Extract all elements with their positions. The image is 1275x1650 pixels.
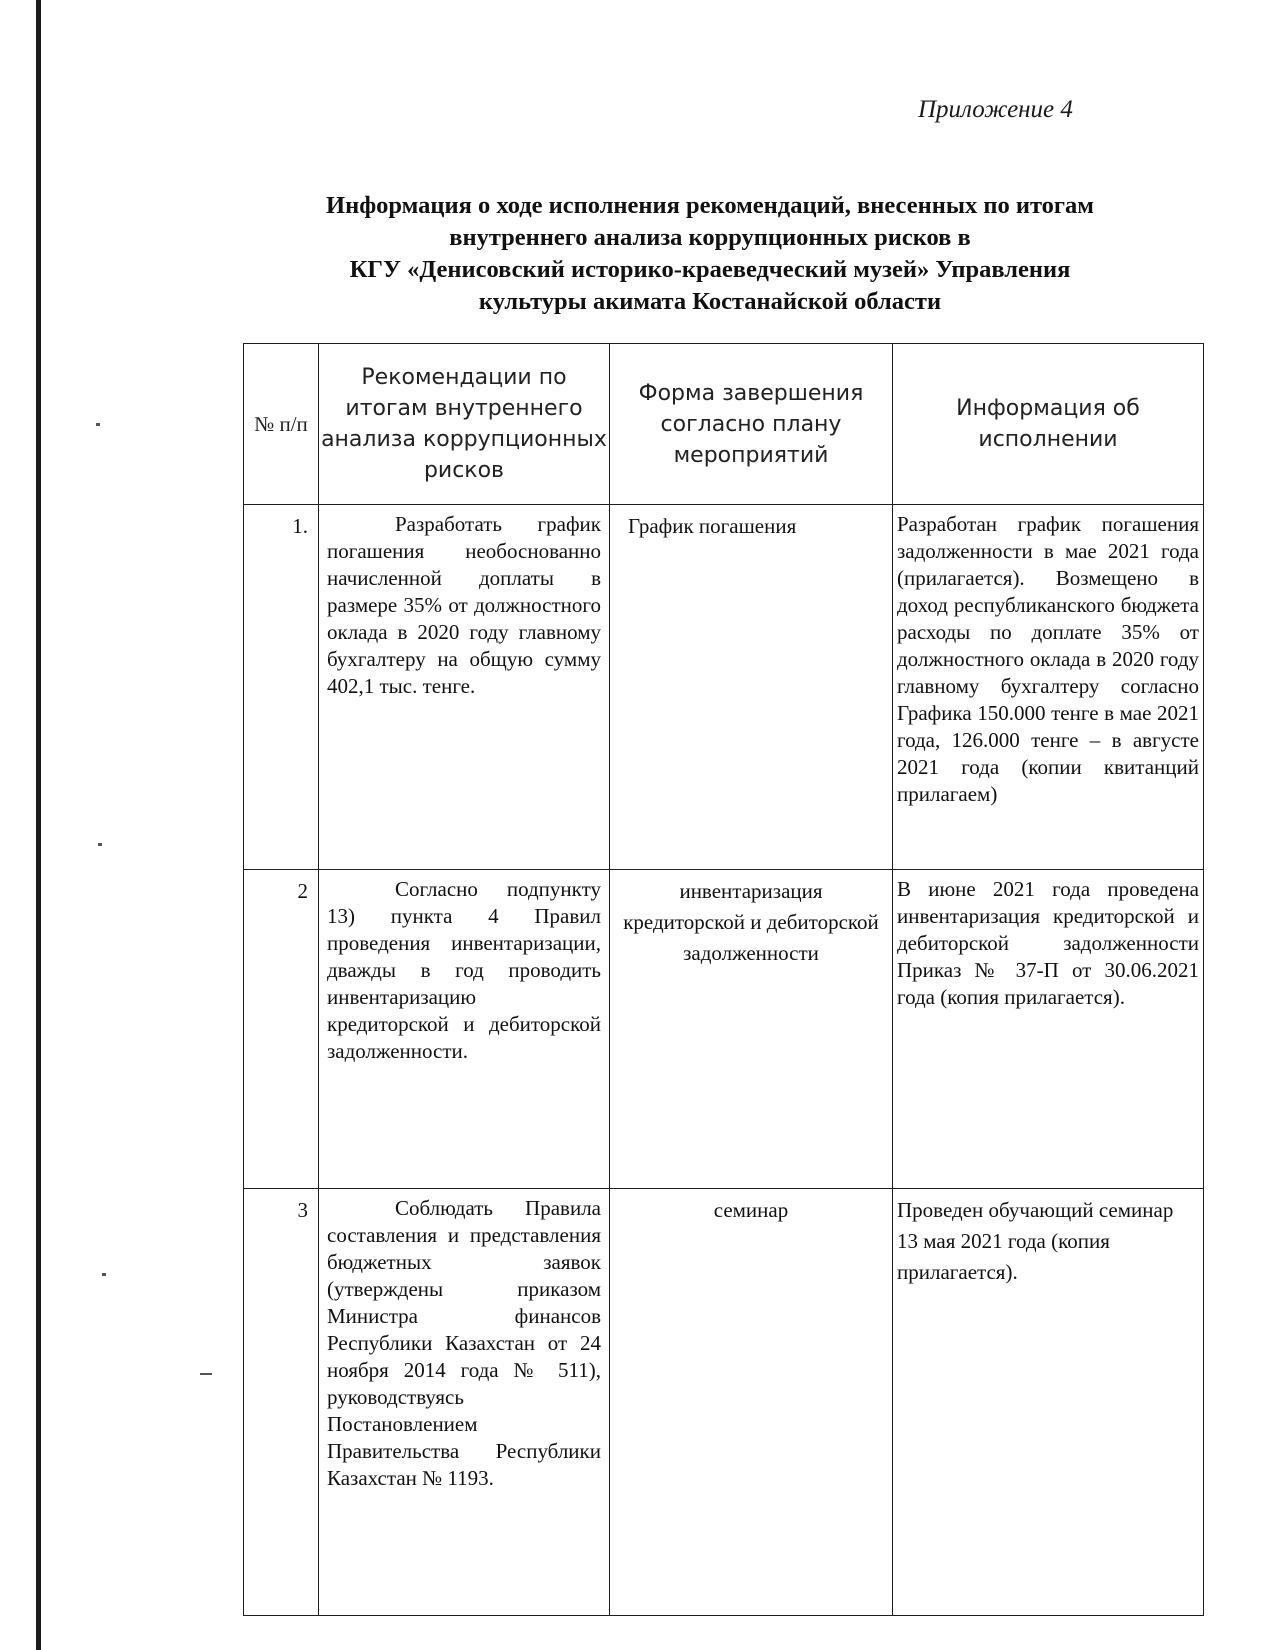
recommendation-cell — [319, 505, 610, 870]
execution-info-cell: В июне 2021 года проведена инвентаризация кредиторской и дебиторской задолженности Приказ № 37-П от 30.06.2021 года (копия прилагается). — [893, 870, 1204, 1189]
header-num: № п/п — [244, 344, 319, 505]
row-number: 1. — [244, 505, 319, 870]
completion-form-cell: инвентаризация кредиторской и дебиторской задолженности — [610, 870, 893, 1189]
recommendation-text: Разработать график погашения необоснованно начисленной доплаты в размере 35% от должностного оклада в 2020 году главному бухгалтеру на общую сумму 402,1 тыс. тенге. — [327, 512, 601, 698]
header-completion-form: Форма завершения согласно плану мероприятий — [610, 344, 893, 505]
table-row — [244, 505, 1204, 870]
table-header-row — [244, 344, 1204, 505]
row-number: 3 — [244, 1189, 319, 1616]
scan-speck — [98, 843, 102, 846]
recommendation-cell — [319, 870, 610, 1189]
title-line: КГУ «Денисовский историко-краеведческий музей» Управления — [349, 256, 1071, 283]
recommendation-cell — [319, 1189, 610, 1616]
table-row — [244, 1189, 1204, 1616]
execution-info-cell: Проведен обучающий семинар 13 мая 2021 года (копия прилагается). — [893, 1189, 1204, 1616]
row-number: 2 — [244, 870, 319, 1189]
completion-form-cell: семинар — [610, 1189, 893, 1616]
completion-form-cell: График погашения — [610, 505, 893, 870]
scan-edge-line — [36, 0, 41, 1650]
title-line: Информация о ходе исполнения рекомендаций, внесенных по итогам — [326, 192, 1094, 219]
execution-info-cell: Разработан график погашения задолженности в мае 2021 года (прилагается). Возмещено в доход республиканского бюджета расходы по доплате 35% от должностного оклада в 2020 году главному бухгалтеру согласно Графика 150.000 тенге в мае 2021 года, 126.000 тенге – в августе 2021 года (копии квитанций прилагаем) — [893, 505, 1204, 870]
document-title — [260, 190, 1160, 318]
header-recommendation: Рекомендации по итогам внутреннего анализа коррупционных рисков — [319, 344, 610, 505]
title-line: внутреннего анализа коррупционных рисков в — [449, 224, 971, 251]
scan-speck — [200, 1373, 212, 1375]
table-row — [244, 870, 1204, 1189]
header-execution-info: Информация об исполнении — [893, 344, 1204, 505]
recommendations-table — [243, 343, 1204, 1616]
scan-speck — [96, 423, 100, 426]
appendix-label: Приложение 4 — [918, 96, 1073, 123]
scan-speck — [102, 1273, 106, 1276]
recommendation-text: Соблюдать Правила составления и представления бюджетных заявок (утверждены приказом Министра финансов Республики Казахстан от 24 ноября 2014 года № 511), руководствуясь Постановлением Правительства Республики Казахстан № 1193. — [327, 1196, 601, 1490]
recommendation-text: Согласно подпункту 13) пункта 4 Правил проведения инвентаризации, дважды в год проводить инвентаризацию кредиторской и дебиторской задолженности. — [327, 877, 601, 1063]
title-line: культуры акимата Костанайской области — [478, 288, 942, 315]
